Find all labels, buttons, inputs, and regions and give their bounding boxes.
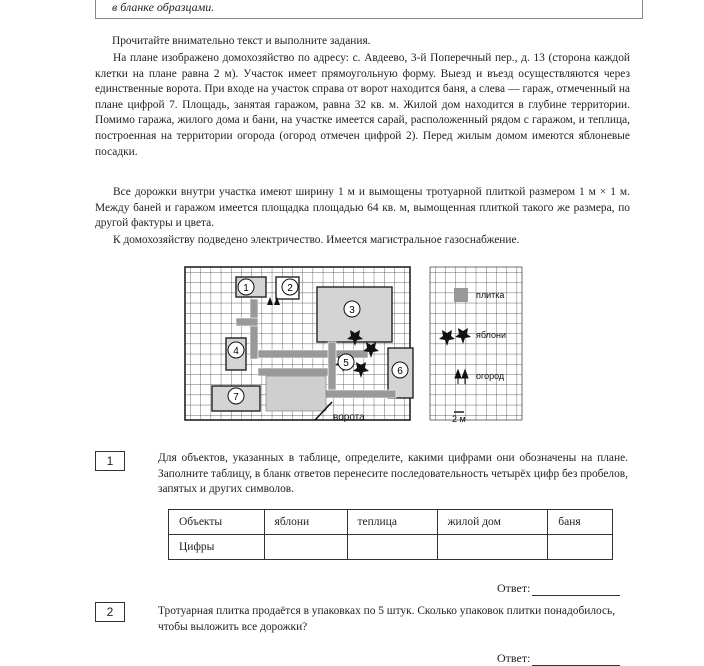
plan-number-6: 6 [397, 366, 403, 377]
tile-platform [266, 376, 326, 411]
table-header-bath: баня [548, 510, 613, 535]
digit-cell-apples[interactable] [264, 535, 347, 560]
answer-1-field[interactable] [532, 583, 620, 596]
answer-1 [497, 581, 620, 596]
header-note: в бланке образцами. [112, 0, 215, 14]
table-header-apples: яблони [264, 510, 347, 535]
question-1-text: Для объектов, указанных в таблице, определите, какими цифрами они обозначены на плане. Заполните таблицу, в бланк ответов перенесите последовательность четырёх цифр без пробелов, запятых и других символов. [158, 452, 628, 496]
digit-cell-bath[interactable] [548, 535, 613, 560]
paragraph-1: На плане изображено домохозяйство по адресу: с. Авдеево, 3-й Поперечный пер., д. 13 (сторона каждой клетки на плане равна 2 м). Участок имеет прямоугольную форму. Выезд и въезд осуществляются через единственные ворота. При входе на участок справа от ворот находится баня, а слева — гараж, отмеченный на плане цифрой 7. Площадь, занятая гаражом, равна 32 кв. м. Жилой дом находится в глубине территории. Помимо гаража, жилого дома и бани, на участке имеется сарай, расположенный рядом с гаражом, и теплица, построенная на территории огорода (огород отмечен цифрой 2). Перед жилым домом имеются яблоневые посадки. [95, 52, 630, 158]
scale-label: 2 м [452, 414, 466, 424]
legend-garden-label: огород [476, 371, 505, 381]
answer-1-label: Ответ: [497, 581, 531, 595]
top-note-box [95, 0, 643, 19]
plan-number-7: 7 [233, 392, 239, 403]
question-1-number: 1 [95, 451, 125, 471]
legend-tile-swatch [454, 288, 468, 302]
table-row-digits-label: Цифры [169, 535, 265, 560]
plan-number-3: 3 [349, 305, 355, 316]
legend-apples-label: яблони [476, 330, 506, 340]
digit-cell-house[interactable] [437, 535, 548, 560]
legend-tiles-label: плитка [476, 290, 505, 300]
question-2-text: Тротуарная плитка продаётся в упаковках по 5 штук. Сколько упаковок плитки понадобилось, чтобы выложить все дорожки? [158, 605, 616, 633]
gate-label: ворота [333, 412, 365, 423]
paragraph-2: Все дорожки внутри участка имеют ширину 1 м и вымощены тротуарной плиткой размером 1 м × 1 м. Между баней и гаражом имеется площадка площадью 64 кв. м, вымощенная плиткой такого же размера, по другой фактуры и цвета. [95, 186, 630, 230]
table-header-house: жилой дом [437, 510, 548, 535]
table-header-greenhouse: теплица [347, 510, 437, 535]
answer-2-label: Ответ: [497, 651, 531, 665]
answer-table [168, 509, 613, 560]
plan-number-2: 2 [287, 283, 293, 294]
answer-2-field[interactable] [532, 653, 620, 666]
digit-cell-greenhouse[interactable] [347, 535, 437, 560]
plan-number-4: 4 [233, 346, 239, 357]
paragraph-3: К домохозяйству подведено электричество. Имеется магистральное газоснабжение. [113, 234, 520, 246]
plan-number-5: 5 [343, 358, 349, 369]
table-header-objects: Объекты [169, 510, 265, 535]
site-plan [180, 262, 525, 427]
plan-number-1: 1 [243, 283, 249, 294]
question-2-number: 2 [95, 602, 125, 622]
answer-2 [497, 651, 620, 666]
instruction: Прочитайте внимательно текст и выполните задания. [112, 35, 371, 47]
